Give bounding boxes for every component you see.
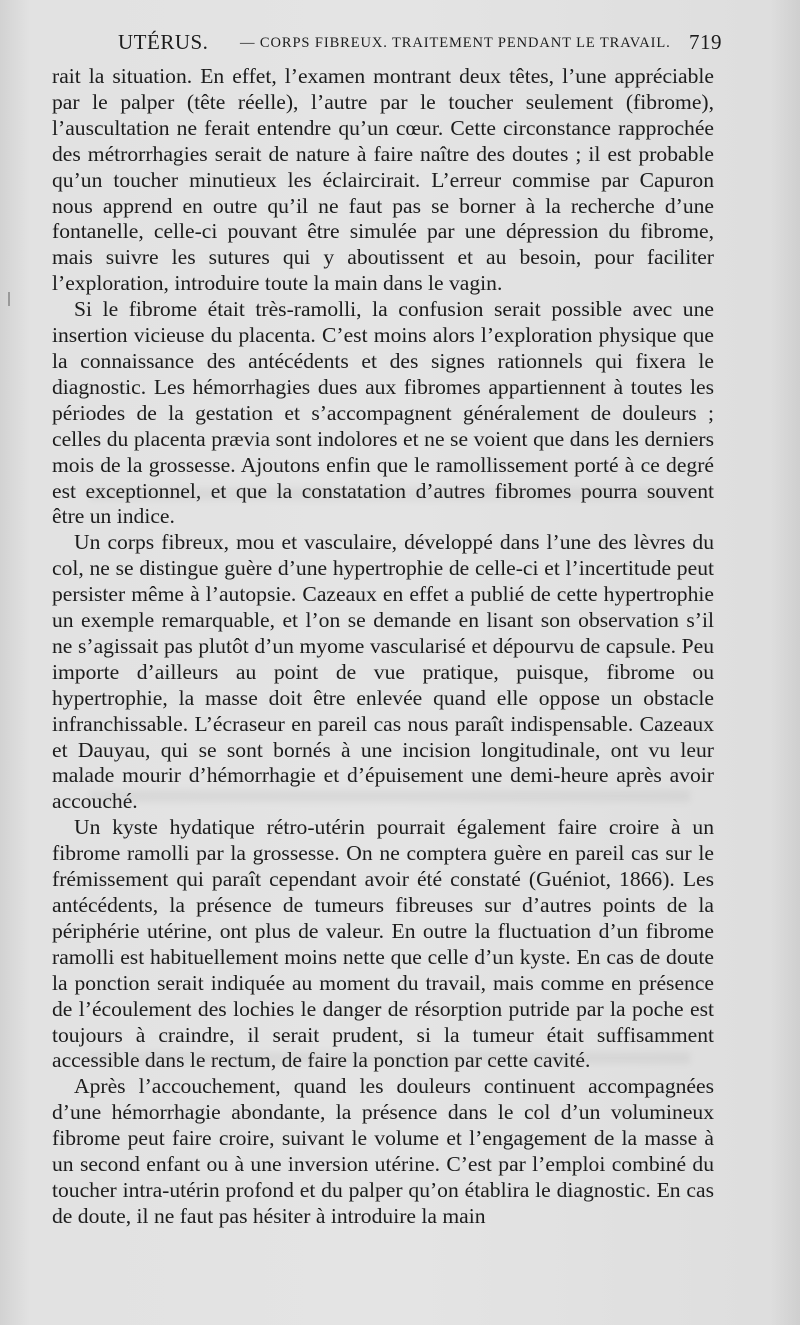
- header-title: UTÉRUS.: [118, 30, 209, 54]
- paragraph: Après l’accouchement, quand les douleurs continuent accompagnées d’une hémorrhagie abondante, la présence dans le col d’un volumineux fibrome peut faire croire, suivant le volume et l’engagement de la masse à un second enfant ou à une inversion utérine. C’est par l’emploi combiné du toucher intra-utérin profond et du palper qu’on établira le diagnostic. En cas de doute, il ne faut pas hésiter à introduire la main: [52, 1074, 714, 1228]
- page-number: 719: [689, 30, 722, 54]
- body-text: [52, 64, 714, 1230]
- paragraph: Un kyste hydatique rétro-utérin pourrait également faire croire à un fibrome ramolli par la grossesse. On ne comptera guère en pareil cas sur le frémissement qui paraît cependant avoir été constaté (Guéniot, 1866). Les antécédents, la présence de tumeurs fibreuses sur d’autres points de la périphérie utérine, ont plus de valeur. En outre la fluctuation d’un fibrome ramolli est habituellement moins nette que celle d’un kyste. En cas de doute la ponction serait indiquée au moment du travail, mais comme en présence de l’écoulement des lochies le danger de résorption putride par la poche est toujours à craindre, il serait prudent, si la tumeur était suffisamment accessible dans le rectum, de faire la ponction par cette cavité.: [52, 815, 714, 1073]
- page-edge-mark: [8, 292, 10, 306]
- header-subtitle: — CORPS FIBREUX. TRAITEMENT PENDANT LE TRAVAIL.: [240, 35, 671, 51]
- paragraph: rait la situation. En effet, l’examen montrant deux têtes, l’une appréciable par le palper (tête réelle), l’autre par le toucher seulement (fibrome), l’auscultation ne ferait entendre qu’un cœur. Cette circonstance rapprochée des métrorrhagies serait de nature à faire naître des doutes ; il est probable qu’un toucher minutieux les éclaircirait. L’erreur commise par Capuron nous apprend en outre qu’il ne faut pas se borner à la recherche d’une fontanelle, celle-ci pouvant être simulée par une dépression du fibrome, mais suivre les sutures qui y aboutissent et au besoin, pour faciliter l’exploration, introduire toute la main dans le vagin.: [52, 64, 714, 296]
- paragraph: Si le fibrome était très-ramolli, la confusion serait possible avec une insertion vicieuse du placenta. C’est moins alors l’exploration physique que la connaissance des antécédents et des signes rationnels qui fixera le diagnostic. Les hémorrhagies dues aux fibromes appartiennent à toutes les périodes de la gestation et s’accompagnent généralement de douleurs ; celles du placenta prævia sont indolores et ne se voient que dans les derniers mois de la grossesse. Ajoutons enfin que le ramollissement porté à ce degré est exceptionnel, et que la constatation d’autres fibromes pourra souvent être un indice.: [52, 297, 714, 529]
- paragraph: Un corps fibreux, mou et vasculaire, développé dans l’une des lèvres du col, ne se distingue guère d’une hypertrophie de celle-ci et l’incertitude peut persister même à l’autopsie. Cazeaux en effet a publié de cette hypertrophie un exemple remarquable, et l’on se demande en lisant son observation s’il ne s’agissait pas plutôt d’un myome vascularisé et dépourvu de capsule. Peu importe d’ailleurs au point de vue pratique, puisque, fibrome ou hypertrophie, la masse doit être enlevée quand elle oppose un obstacle infranchissable. L’écraseur en pareil cas nous paraît indispensable. Cazeaux et Dauyau, qui se sont bornés à une incision longitudinale, ont vu leur malade mourir d’hémorrhagie et d’épuisement une demi-heure après avoir accouché.: [52, 530, 714, 814]
- running-header: [52, 30, 722, 60]
